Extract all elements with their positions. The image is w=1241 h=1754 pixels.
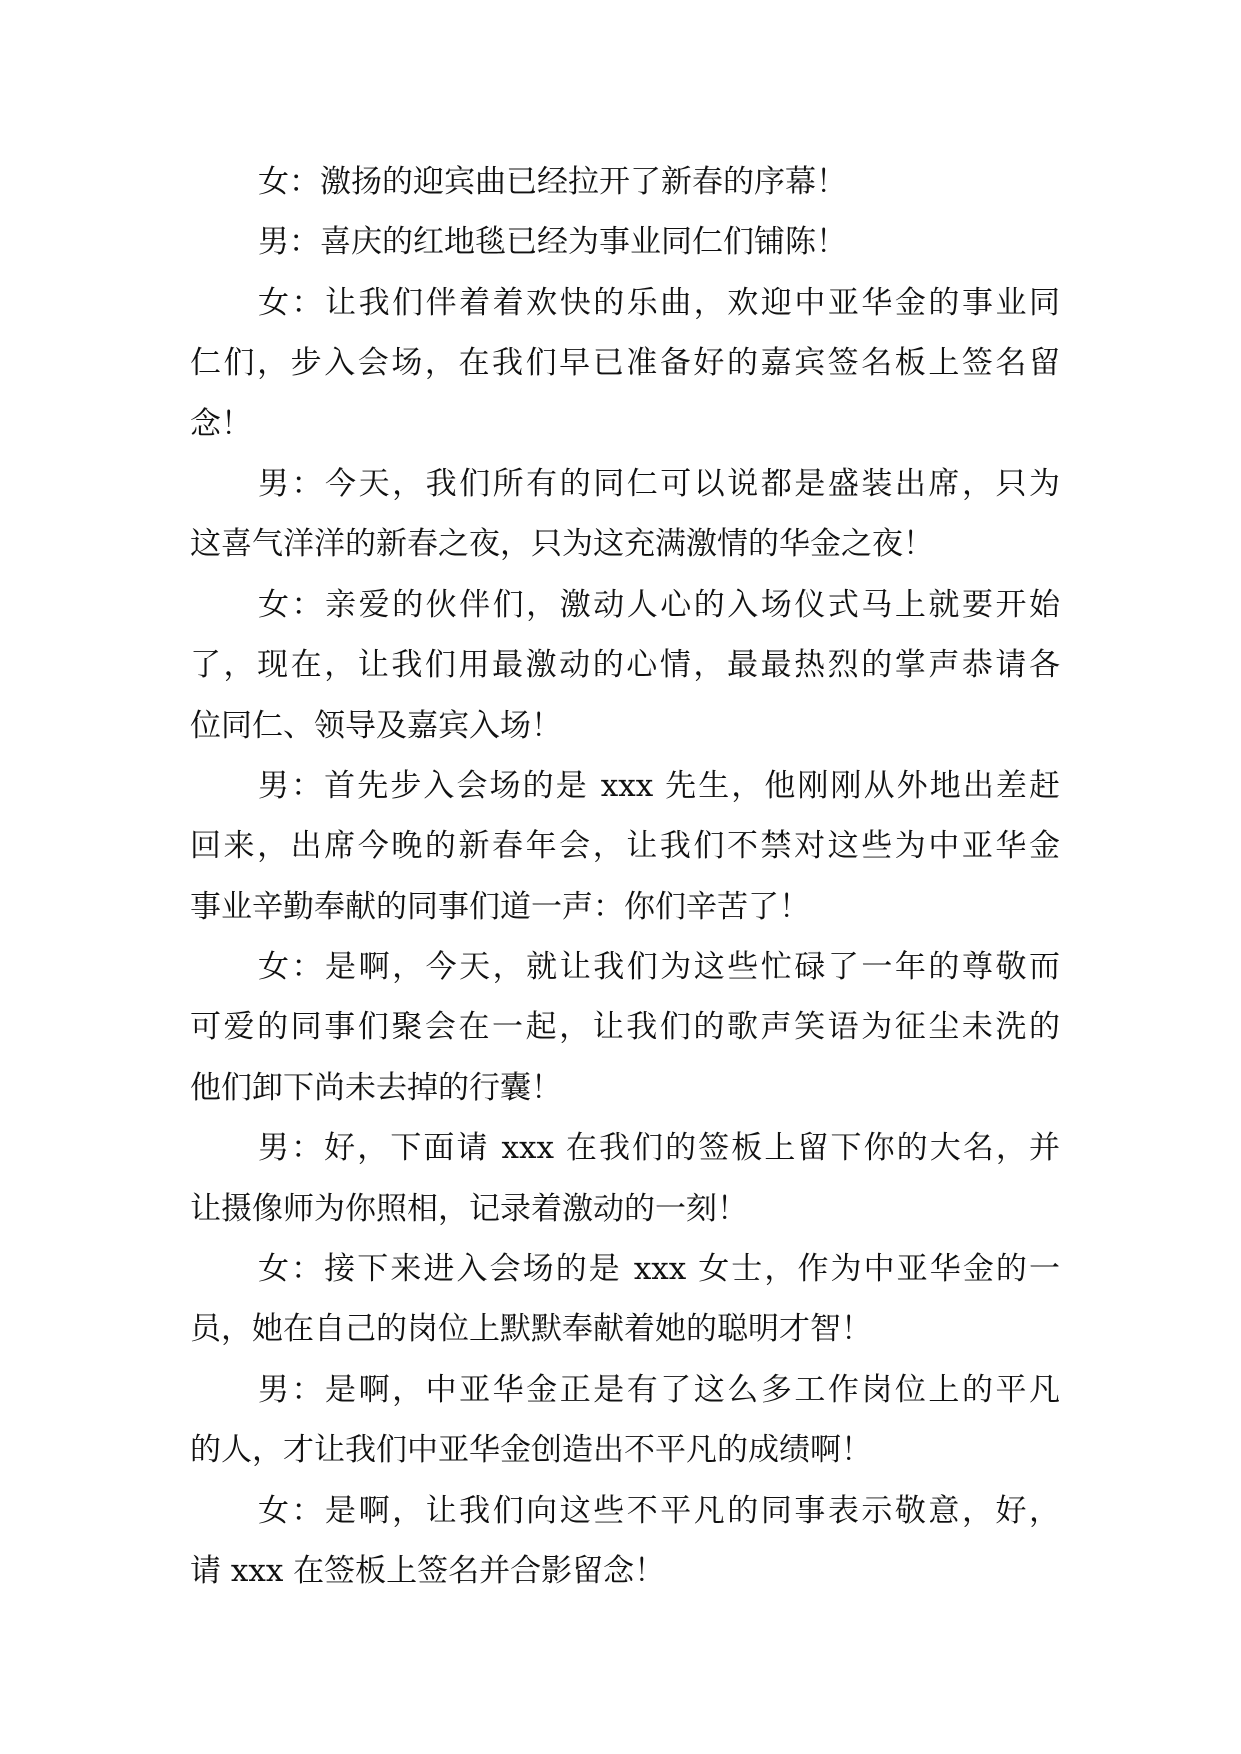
dialogue-paragraph xyxy=(190,273,1060,454)
paragraph-line: 念！ xyxy=(190,405,252,442)
paragraph-line: 女：让我们伴着着欢快的乐曲，欢迎中亚华金的事业同 xyxy=(258,284,1060,321)
paragraph-line: 男：首先步入会场的是 xxx 先生，他刚刚从外地出差赶 xyxy=(258,767,1060,804)
paragraph-line: 员，她在自己的岗位上默默奉献着她的聪明才智！ xyxy=(190,1311,872,1348)
paragraph-line: 的人，才让我们中亚华金创造出不平凡的成绩啊！ xyxy=(190,1432,872,1469)
paragraph-line: 男：今天，我们所有的同仁可以说都是盛装出席，只为 xyxy=(258,465,1060,502)
document-page xyxy=(190,152,1060,1601)
dialogue-paragraph xyxy=(190,1118,1060,1239)
dialogue-paragraph xyxy=(190,1360,1060,1481)
paragraph-line: 了，现在，让我们用最激动的心情，最最热烈的掌声恭请各 xyxy=(190,647,1060,684)
dialogue-paragraph xyxy=(190,937,1060,1118)
paragraph-line: 男：是啊，中亚华金正是有了这么多工作岗位上的平凡 xyxy=(258,1371,1060,1408)
paragraph-line: 女：是啊，让我们向这些不平凡的同事表示敬意，好， xyxy=(258,1492,1060,1529)
paragraph-line: 女：接下来进入会场的是 xxx 女士，作为中亚华金的一 xyxy=(258,1251,1060,1288)
dialogue-paragraph xyxy=(190,1481,1060,1602)
paragraph-line: 女：是啊，今天，就让我们为这些忙碌了一年的尊敬而 xyxy=(258,949,1060,986)
paragraph-line: 这喜气洋洋的新春之夜，只为这充满激情的华金之夜！ xyxy=(190,526,934,563)
paragraph-line: 他们卸下尚未去掉的行囊！ xyxy=(190,1069,562,1106)
dialogue-paragraph xyxy=(190,575,1060,756)
paragraph-line: 可爱的同事们聚会在一起，让我们的歌声笑语为征尘未洗的 xyxy=(190,1009,1060,1046)
dialogue-paragraph xyxy=(190,1239,1060,1360)
paragraph-line: 让摄像师为你照相，记录着激动的一刻！ xyxy=(190,1190,748,1227)
paragraph-line: 请 xxx 在签板上签名并合影留念！ xyxy=(190,1552,666,1589)
dialogue-paragraph xyxy=(190,152,1060,212)
dialogue-paragraph xyxy=(190,212,1060,272)
paragraph-line: 回来，出席今晚的新春年会，让我们不禁对这些为中亚华金 xyxy=(190,828,1060,865)
dialogue-paragraph xyxy=(190,756,1060,937)
paragraph-line: 男：好，下面请 xxx 在我们的签板上留下你的大名，并 xyxy=(258,1130,1060,1167)
paragraph-line: 女：亲爱的伙伴们，激动人心的入场仪式马上就要开始 xyxy=(258,586,1060,623)
paragraph-line: 仁们，步入会场，在我们早已准备好的嘉宾签名板上签名留 xyxy=(190,345,1060,382)
dialogue-paragraph xyxy=(190,454,1060,575)
paragraph-line: 事业辛勤奉献的同事们道一声：你们辛苦了！ xyxy=(190,888,810,925)
paragraph-line: 男：喜庆的红地毯已经为事业同仁们铺陈！ xyxy=(258,224,847,261)
paragraph-line: 位同仁、领导及嘉宾入场！ xyxy=(190,707,562,744)
paragraph-line: 女：激扬的迎宾曲已经拉开了新春的序幕！ xyxy=(258,164,847,200)
